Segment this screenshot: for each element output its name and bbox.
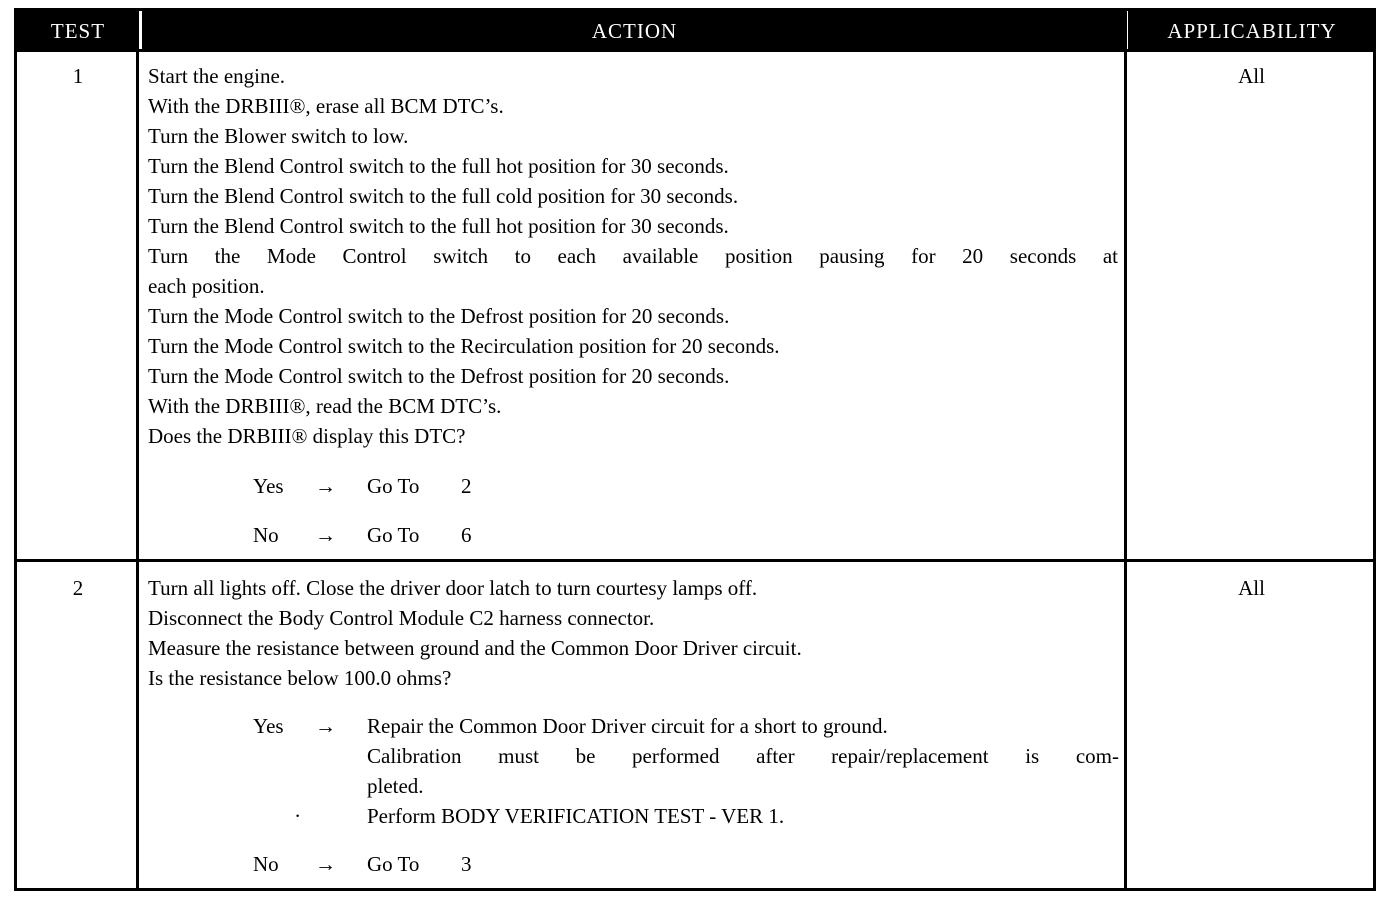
column-divider-test <box>136 49 139 891</box>
row-1-action-text <box>148 61 1118 451</box>
goto-label: Go To <box>367 852 420 876</box>
repair-instructions <box>367 711 1119 831</box>
action-line: Turn the Blend Control switch to the full hot position for 30 seconds. <box>148 154 729 178</box>
row-1-no-answer <box>253 520 1123 550</box>
row-1-applicability: All <box>1238 64 1265 88</box>
action-line: Turn the Mode Control switch to the Defrost position for 20 seconds. <box>148 304 730 328</box>
arrow-right-icon: → <box>315 714 336 738</box>
action-line: Turn the Mode Control switch to the Defrost position for 20 seconds. <box>148 364 730 388</box>
action-line: Turn the Blower switch to low. <box>148 124 409 148</box>
row-1-test-number: 1 <box>72 64 84 88</box>
action-line: Turn all lights off. Close the driver door latch to turn courtesy lamps off. <box>148 576 758 600</box>
action-line: Does the DRBIII® display this DTC? <box>148 424 466 448</box>
action-line: Turn the Mode Control switch to the Recirculation position for 20 seconds. <box>148 334 780 358</box>
arrow-right-icon: → <box>315 474 336 498</box>
goto-target: 6 <box>461 523 472 547</box>
action-line: Start the engine. <box>148 64 286 88</box>
test-procedure-table <box>14 8 1376 891</box>
column-divider-applicability <box>1124 49 1127 891</box>
action-line: Measure the resistance between ground and the Common Door Driver circuit. <box>148 636 802 660</box>
no-label: No <box>253 852 279 876</box>
action-line: Turn the Blend Control switch to the full cold position for 30 seconds. <box>148 184 739 208</box>
header-applicability: APPLICABILITY <box>1128 11 1376 49</box>
action-line: Is the resistance below 100.0 ohms? <box>148 666 452 690</box>
arrow-right-icon: → <box>315 523 336 547</box>
action-line: With the DRBIII®, erase all BCM DTC’s. <box>148 94 504 118</box>
action-line: each position. <box>148 274 265 298</box>
action-line: Turn the Blend Control switch to the full hot position for 30 seconds. <box>148 214 729 238</box>
goto-label: Go To <box>367 523 420 547</box>
repair-line: Repair the Common Door Driver circuit for a short to ground. <box>367 714 888 738</box>
row-2-action-text <box>148 573 1118 693</box>
repair-line: pleted. <box>367 774 424 798</box>
goto-target: 2 <box>461 474 472 498</box>
row-1-yes-answer <box>253 471 1123 501</box>
row-2-no-answer <box>253 849 1123 879</box>
repair-line: Perform BODY VERIFICATION TEST - VER 1. <box>367 804 785 828</box>
header-action: ACTION <box>142 11 1127 49</box>
row-2-test-number: 2 <box>72 576 84 600</box>
action-line: Turn the Mode Control switch to each available position pausing for 20 seconds at <box>148 244 1118 268</box>
row-divider <box>17 559 1373 562</box>
header-divider <box>17 49 1373 52</box>
yes-label: Yes <box>253 714 284 738</box>
yes-label: Yes <box>253 474 284 498</box>
row-2-yes-answer <box>253 711 1123 831</box>
row-2-applicability: All <box>1238 576 1265 600</box>
arrow-right-icon: → <box>315 852 336 876</box>
header-test: TEST <box>17 11 139 49</box>
bullet-dot: . <box>295 798 301 822</box>
action-line: Disconnect the Body Control Module C2 harness connector. <box>148 606 655 630</box>
action-line: With the DRBIII®, read the BCM DTC’s. <box>148 394 502 418</box>
no-label: No <box>253 523 279 547</box>
repair-line: Calibration must be performed after repair/replacement is com- <box>367 744 1119 768</box>
goto-label: Go To <box>367 474 420 498</box>
goto-target: 3 <box>461 852 472 876</box>
